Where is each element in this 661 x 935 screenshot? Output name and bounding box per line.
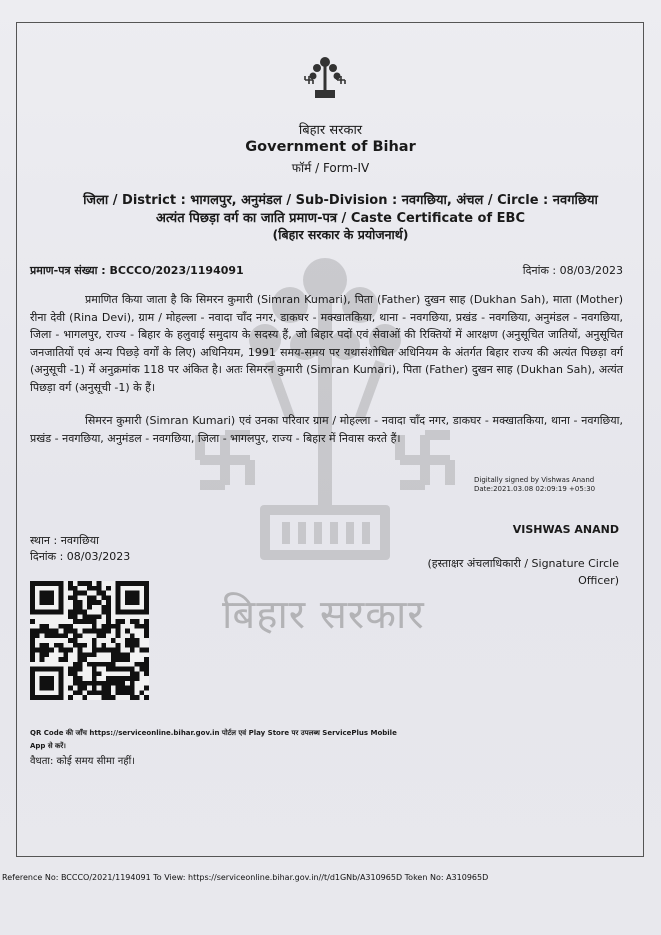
qr-module bbox=[125, 643, 130, 648]
qr-module bbox=[106, 648, 111, 653]
qr-module bbox=[82, 695, 87, 700]
qr-module bbox=[135, 695, 140, 700]
qr-module bbox=[78, 581, 83, 586]
qr-module bbox=[68, 614, 73, 619]
qr-module bbox=[73, 667, 78, 672]
qr-module bbox=[78, 619, 83, 624]
qr-module bbox=[120, 652, 125, 657]
qr-module bbox=[87, 690, 92, 695]
qr-module bbox=[111, 638, 116, 643]
qr-module bbox=[49, 633, 54, 638]
qr-module bbox=[144, 671, 149, 676]
qr-module bbox=[135, 638, 140, 643]
qr-module bbox=[68, 671, 73, 676]
qr-verification-note: QR Code की जाँच https://serviceonline.bihar.gov.in पोर्टल एवं Play Store पर उपलब्ध ServicePlus Mobile App से करें। bbox=[30, 729, 397, 750]
qr-module bbox=[101, 633, 106, 638]
qr-module bbox=[68, 586, 73, 591]
qr-module bbox=[120, 690, 125, 695]
qr-module bbox=[125, 667, 130, 672]
qr-module bbox=[68, 610, 73, 615]
issue-date: दिनांक : 08/03/2023 bbox=[30, 550, 131, 563]
qr-module bbox=[135, 619, 140, 624]
qr-module bbox=[130, 619, 135, 624]
qr-module bbox=[78, 686, 83, 691]
qr-module bbox=[125, 638, 130, 643]
qr-module bbox=[101, 605, 106, 610]
qr-module bbox=[130, 676, 135, 681]
qr-module bbox=[106, 686, 111, 691]
qr-module bbox=[111, 667, 116, 672]
qr-module bbox=[82, 681, 87, 686]
qr-module bbox=[92, 662, 97, 667]
qr-module bbox=[106, 605, 111, 610]
qr-module bbox=[73, 605, 78, 610]
qr-module bbox=[73, 610, 78, 615]
qr-module bbox=[116, 686, 121, 691]
qr-module bbox=[116, 652, 121, 657]
qr-module bbox=[92, 648, 97, 653]
qr-module bbox=[130, 667, 135, 672]
qr-module bbox=[106, 681, 111, 686]
qr-module bbox=[101, 591, 106, 596]
qr-module bbox=[144, 695, 149, 700]
form-label: फॉर्म / Form-IV bbox=[291, 161, 370, 175]
qr-module bbox=[82, 591, 87, 596]
qr-module bbox=[54, 629, 59, 634]
qr-module bbox=[106, 614, 111, 619]
qr-module bbox=[101, 624, 106, 629]
qr-module bbox=[63, 633, 68, 638]
qr-module bbox=[101, 662, 106, 667]
qr-module bbox=[116, 690, 121, 695]
qr-module bbox=[73, 643, 78, 648]
qr-module bbox=[44, 633, 49, 638]
qr-module bbox=[44, 652, 49, 657]
qr-module bbox=[40, 652, 45, 657]
qr-module bbox=[44, 629, 49, 634]
qr-module bbox=[144, 619, 149, 624]
qr-module bbox=[101, 690, 106, 695]
qr-module bbox=[87, 605, 92, 610]
qr-module bbox=[139, 662, 144, 667]
qr-module bbox=[120, 676, 125, 681]
qr-module bbox=[87, 586, 92, 591]
qr-module bbox=[92, 614, 97, 619]
qr-module bbox=[73, 591, 78, 596]
certificate-number: प्रमाण-पत्र संख्या : BCCCO/2023/1194091 bbox=[30, 264, 244, 277]
qr-module bbox=[35, 648, 40, 653]
qr-module bbox=[111, 681, 116, 686]
qr-module bbox=[130, 681, 135, 686]
qr-module bbox=[73, 614, 78, 619]
qr-module bbox=[144, 667, 149, 672]
qr-module bbox=[54, 633, 59, 638]
qr-module bbox=[78, 633, 83, 638]
qr-module bbox=[97, 614, 102, 619]
qr-module bbox=[78, 600, 83, 605]
paragraph-1-text: प्रमाणित किया जाता है कि सिमरन कुमारी (Simran Kumari), पिता (Father) दुखन साह (Dukhan Sah), माता (Mother) रीना देवी (Rina Devi), ग्राम / मोहल्ला - नवादा चाँद नगर, डाकघर - मक्खातकिया, थाना - नवगछिया, प्रखंड - नवगछिया, अनुमंडल - नवगछिया, जिला - भागलपुर, राज्य - बिहार के हलुवाई समुदाय के सदस्य हैं, जो बिहार पदों एवं सेवाओं की रिक्तियों में आरक्षण (अनुसूचित जातियों, अनुसूचित जनजातियों एवं अन्य पिछड़े वर्गों के लिए) अधिनियम, 1991 समय-समय पर यथासंशोधित अधिनियम के अंतर्गत बिहार राज्य की अत्यंत पिछड़ा वर्ग (अनुसूची -1) में अनुक्रमांक 118 पर अंकित है। अतः सिमरन कुमारी (Simran Kumari), पिता (Father) दुखन साह (Dukhan Sah), अत्यंत पिछड़ा वर्ग (अनुसूची -1) के हैं। bbox=[30, 293, 623, 394]
qr-module bbox=[106, 662, 111, 667]
qr-module bbox=[101, 610, 106, 615]
qr-module bbox=[139, 648, 144, 653]
qr-module bbox=[125, 652, 130, 657]
qr-module bbox=[116, 657, 121, 662]
qr-module bbox=[125, 657, 130, 662]
qr-module bbox=[139, 667, 144, 672]
qr-module bbox=[73, 676, 78, 681]
qr-module bbox=[97, 591, 102, 596]
qr-module bbox=[97, 681, 102, 686]
qr-module bbox=[92, 643, 97, 648]
qr-module bbox=[116, 676, 121, 681]
qr-module bbox=[78, 605, 83, 610]
qr-module bbox=[92, 681, 97, 686]
qr-module bbox=[116, 667, 121, 672]
qr-module bbox=[106, 586, 111, 591]
qr-module bbox=[40, 643, 45, 648]
qr-module bbox=[116, 619, 121, 624]
qr-module bbox=[106, 676, 111, 681]
qr-module bbox=[30, 619, 35, 624]
qr-module bbox=[130, 648, 135, 653]
qr-module bbox=[139, 624, 144, 629]
qr-module bbox=[97, 662, 102, 667]
qr-module bbox=[92, 600, 97, 605]
qr-module bbox=[44, 624, 49, 629]
certificate-body-paragraph-1 bbox=[30, 291, 623, 397]
qr-module bbox=[116, 643, 121, 648]
qr-module bbox=[59, 633, 64, 638]
qr-module bbox=[78, 591, 83, 596]
qr-module bbox=[73, 671, 78, 676]
qr-module bbox=[106, 667, 111, 672]
qr-module bbox=[30, 638, 35, 643]
qr-module bbox=[44, 648, 49, 653]
qr-module bbox=[97, 629, 102, 634]
qr-module bbox=[63, 629, 68, 634]
qr-module bbox=[92, 624, 97, 629]
qr-module bbox=[49, 629, 54, 634]
qr-module bbox=[59, 648, 64, 653]
qr-module bbox=[125, 690, 130, 695]
qr-module bbox=[30, 633, 35, 638]
qr-module bbox=[92, 667, 97, 672]
qr-module bbox=[87, 662, 92, 667]
qr-module bbox=[106, 619, 111, 624]
qr-module bbox=[116, 633, 121, 638]
qr-module bbox=[111, 695, 116, 700]
qr-module bbox=[130, 643, 135, 648]
qr-module bbox=[73, 638, 78, 643]
bihar-emblem-logo bbox=[303, 54, 347, 104]
signatory-designation: (हस्ताक्षर अंचलाधिकारी / Signature Circle Officer) bbox=[427, 557, 619, 587]
digital-signature-date: Date:2021.03.08 02:09:19 +05:30 bbox=[474, 485, 596, 493]
qr-module bbox=[120, 667, 125, 672]
qr-module bbox=[97, 648, 102, 653]
qr-module bbox=[144, 633, 149, 638]
qr-module bbox=[106, 610, 111, 615]
qr-module bbox=[97, 581, 102, 586]
qr-module bbox=[130, 686, 135, 691]
qr-module bbox=[82, 619, 87, 624]
qr-module bbox=[30, 629, 35, 634]
qr-module bbox=[73, 619, 78, 624]
digital-signature-by: Digitally signed by Vishwas Anand bbox=[474, 476, 595, 484]
qr-module bbox=[68, 667, 73, 672]
signatory-name: VISHWAS ANAND bbox=[512, 523, 619, 536]
certificate-purpose: (बिहार सरकार के प्रयोजनार्थ) bbox=[272, 227, 409, 242]
qr-module bbox=[87, 619, 92, 624]
qr-module bbox=[111, 676, 116, 681]
qr-module bbox=[35, 629, 40, 634]
qr-module bbox=[92, 652, 97, 657]
qr-module bbox=[92, 638, 97, 643]
qr-module bbox=[130, 695, 135, 700]
qr-module bbox=[78, 657, 83, 662]
qr-module bbox=[92, 629, 97, 634]
qr-module bbox=[63, 652, 68, 657]
qr-module bbox=[73, 633, 78, 638]
qr-module bbox=[130, 671, 135, 676]
issue-place: स्थान : नवगछिया bbox=[30, 534, 99, 547]
qr-module bbox=[82, 581, 87, 586]
gov-title-english: Government of Bihar bbox=[245, 139, 416, 155]
qr-module bbox=[44, 643, 49, 648]
qr-module bbox=[92, 676, 97, 681]
qr-module bbox=[78, 690, 83, 695]
qr-module bbox=[78, 681, 83, 686]
qr-module bbox=[116, 648, 121, 653]
location-line: जिला / District : भागलपुर, अनुमंडल / Sub-Division : नवगछिया, अंचल / Circle : नवगछिया bbox=[83, 193, 598, 208]
qr-module bbox=[111, 648, 116, 653]
qr-module bbox=[78, 667, 83, 672]
qr-module bbox=[120, 619, 125, 624]
qr-module bbox=[68, 686, 73, 691]
qr-module bbox=[135, 643, 140, 648]
digital-signature-block bbox=[474, 476, 595, 494]
qr-module bbox=[125, 686, 130, 691]
qr-module bbox=[111, 624, 116, 629]
qr-module bbox=[30, 648, 35, 653]
qr-module bbox=[120, 657, 125, 662]
qr-module bbox=[68, 624, 73, 629]
qr-module bbox=[130, 690, 135, 695]
qr-module bbox=[92, 619, 97, 624]
qr-module bbox=[111, 652, 116, 657]
qr-module bbox=[87, 629, 92, 634]
qr-module bbox=[106, 690, 111, 695]
qr-module bbox=[78, 662, 83, 667]
qr-module bbox=[97, 633, 102, 638]
reference-footer: Reference No: BCCCO/2021/1194091 To View: https://serviceonline.bihar.gov.in//t/d1GNb/A310965D Token No: A310965D bbox=[2, 873, 489, 882]
qr-module bbox=[92, 586, 97, 591]
qr-module bbox=[135, 662, 140, 667]
qr-module bbox=[116, 624, 121, 629]
qr-module bbox=[54, 643, 59, 648]
watermark-text: बिहार सरकार bbox=[222, 592, 425, 638]
qr-module bbox=[125, 676, 130, 681]
qr-module bbox=[106, 629, 111, 634]
qr-module bbox=[30, 643, 35, 648]
qr-module bbox=[101, 686, 106, 691]
qr-module bbox=[87, 581, 92, 586]
qr-module bbox=[92, 686, 97, 691]
qr-module bbox=[73, 595, 78, 600]
qr-module bbox=[101, 695, 106, 700]
qr-module bbox=[92, 690, 97, 695]
qr-module bbox=[63, 648, 68, 653]
qr-module bbox=[82, 643, 87, 648]
qr-module bbox=[120, 686, 125, 691]
qr-module bbox=[87, 614, 92, 619]
qr-module bbox=[144, 648, 149, 653]
qr-module bbox=[73, 629, 78, 634]
qr-module bbox=[40, 657, 45, 662]
qr-module bbox=[82, 629, 87, 634]
qr-module bbox=[40, 629, 45, 634]
qr-module bbox=[78, 652, 83, 657]
qr-module bbox=[78, 676, 83, 681]
qr-module bbox=[30, 657, 35, 662]
qr-module bbox=[97, 586, 102, 591]
qr-module bbox=[135, 671, 140, 676]
qr-module bbox=[73, 681, 78, 686]
qr-module bbox=[87, 600, 92, 605]
certificate-date: दिनांक : 08/03/2023 bbox=[522, 264, 623, 277]
qr-module bbox=[92, 595, 97, 600]
qr-module bbox=[116, 681, 121, 686]
qr-module bbox=[101, 629, 106, 634]
qr-module bbox=[68, 695, 73, 700]
qr-module bbox=[87, 652, 92, 657]
qr-module bbox=[120, 681, 125, 686]
qr-module bbox=[73, 662, 78, 667]
qr-module bbox=[30, 652, 35, 657]
qr-module bbox=[82, 686, 87, 691]
qr-module bbox=[97, 690, 102, 695]
qr-module bbox=[73, 690, 78, 695]
paragraph-2-text: सिमरन कुमारी (Simran Kumari) एवं उनका परिवार ग्राम / मोहल्ला - नवादा चाँद नगर, डाकघर - मक्खातकिया, थाना - नवगछिया, प्रखंड - नवगछिया, अनुमंडल - नवगछिया, जिला - भागलपुर, राज्य - बिहार में निवास करते हैं। bbox=[30, 414, 623, 445]
qr-module bbox=[97, 671, 102, 676]
qr-module bbox=[78, 648, 83, 653]
qr-module bbox=[87, 595, 92, 600]
qr-module bbox=[78, 610, 83, 615]
qr-code bbox=[30, 581, 149, 700]
qr-module bbox=[82, 614, 87, 619]
qr-module bbox=[59, 657, 64, 662]
qr-module bbox=[68, 595, 73, 600]
qr-module bbox=[59, 624, 64, 629]
qr-module bbox=[144, 624, 149, 629]
qr-module bbox=[135, 676, 140, 681]
qr-module bbox=[111, 657, 116, 662]
qr-module bbox=[87, 681, 92, 686]
qr-module bbox=[59, 643, 64, 648]
qr-module bbox=[106, 595, 111, 600]
qr-module bbox=[73, 600, 78, 605]
gov-title-hindi: बिहार सरकार bbox=[298, 123, 363, 138]
qr-module bbox=[130, 633, 135, 638]
qr-module bbox=[144, 686, 149, 691]
qr-module bbox=[144, 629, 149, 634]
qr-module bbox=[49, 648, 54, 653]
qr-module bbox=[97, 600, 102, 605]
qr-module bbox=[63, 624, 68, 629]
qr-module bbox=[92, 671, 97, 676]
qr-module bbox=[68, 581, 73, 586]
validity-text: वैधता: कोई समय सीमा नहीं। bbox=[30, 756, 135, 767]
qr-module bbox=[68, 629, 73, 634]
qr-module bbox=[101, 595, 106, 600]
qr-module bbox=[63, 657, 68, 662]
certificate-body-paragraph-2 bbox=[30, 412, 623, 447]
qr-module bbox=[125, 629, 130, 634]
qr-module bbox=[40, 648, 45, 653]
qr-module bbox=[139, 690, 144, 695]
qr-module bbox=[73, 586, 78, 591]
certificate-title: अत्यंत पिछड़ा वर्ग का जाति प्रमाण-पत्र / Caste Certificate of EBC bbox=[155, 211, 525, 226]
qr-module bbox=[106, 600, 111, 605]
qr-module bbox=[82, 657, 87, 662]
qr-module bbox=[144, 662, 149, 667]
qr-module bbox=[101, 681, 106, 686]
qr-module bbox=[106, 624, 111, 629]
qr-module bbox=[82, 652, 87, 657]
qr-module bbox=[40, 624, 45, 629]
qr-module bbox=[106, 695, 111, 700]
qr-module bbox=[78, 643, 83, 648]
qr-module bbox=[82, 610, 87, 615]
qr-module bbox=[111, 662, 116, 667]
qr-module bbox=[101, 648, 106, 653]
qr-module bbox=[116, 629, 121, 634]
qr-module bbox=[68, 648, 73, 653]
qr-module bbox=[68, 638, 73, 643]
qr-module bbox=[135, 624, 140, 629]
qr-module bbox=[101, 643, 106, 648]
qr-module bbox=[144, 657, 149, 662]
qr-module bbox=[35, 633, 40, 638]
qr-module bbox=[130, 638, 135, 643]
